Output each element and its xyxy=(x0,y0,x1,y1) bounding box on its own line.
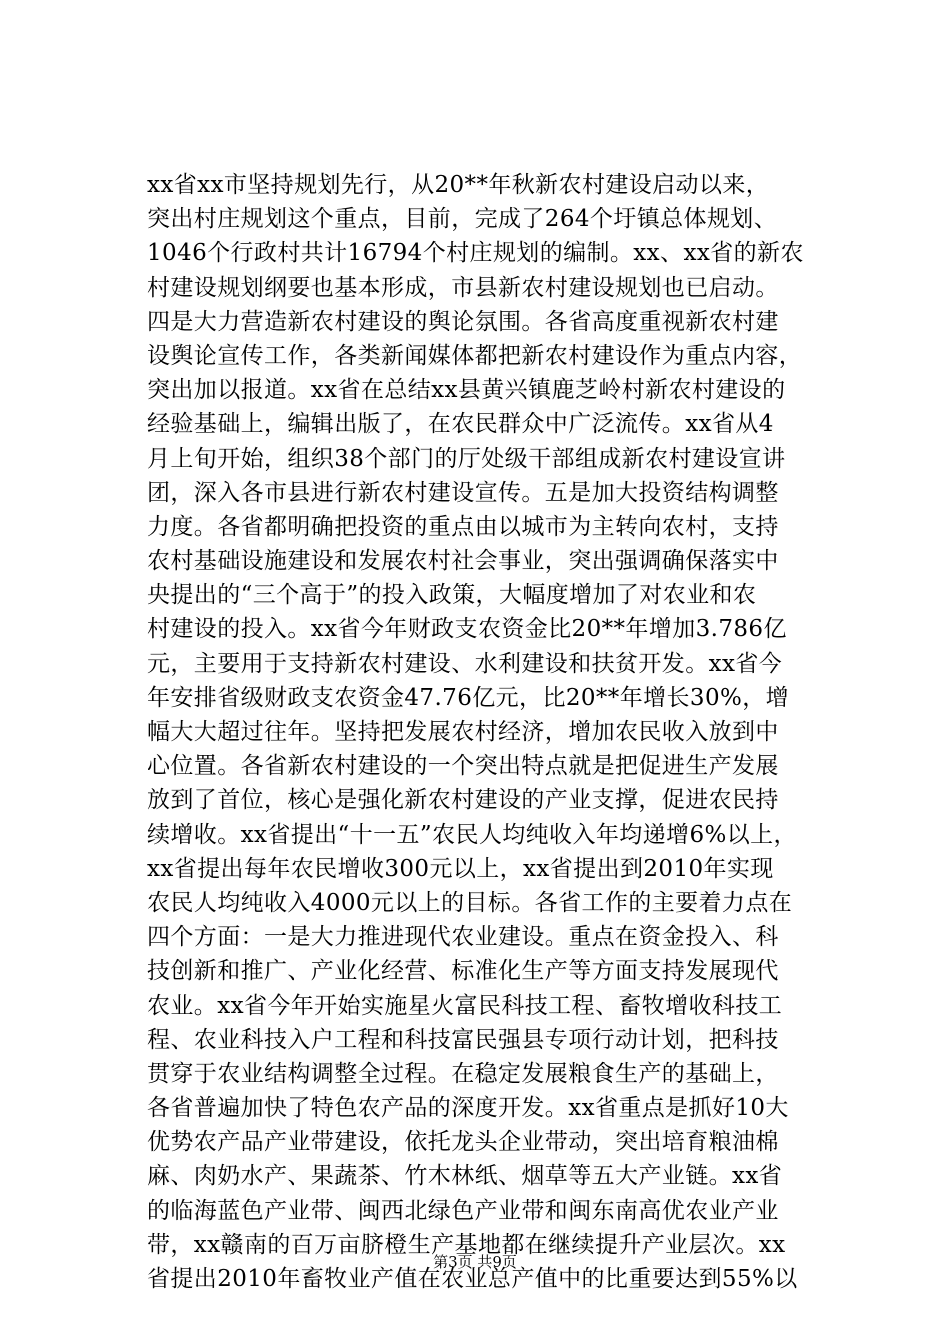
text-line: 元，主要用于支持新农村建设、水利建设和扶贫开发。xx省今 xyxy=(147,650,783,677)
text-line: 经验基础上，编辑出版了，在农民群众中广泛流传。xx省从4 xyxy=(147,411,774,438)
page-number-footer: 第3页 共9页 xyxy=(433,1253,517,1271)
text-line: 村建设规划纲要也基本形成，市县新农村建设规划也已启动。 xyxy=(147,274,779,301)
text-line: 央提出的“三个高于”的投入政策，大幅度增加了对农业和农 xyxy=(147,582,757,609)
text-line: 四是大力营造新农村建设的舆论氛围。各省高度重视新农村建 xyxy=(147,308,779,335)
text-line: 放到了首位，核心是强化新农村建设的产业支撑，促进农民持 xyxy=(147,787,779,814)
text-line: 年安排省级财政支农资金47.76亿元，比20**年增长30%，增 xyxy=(147,684,790,711)
text-line: 突出村庄规划这个重点，目前，完成了264个圩镇总体规划、 xyxy=(147,206,778,233)
text-line: 带，xx赣南的百万亩脐橙生产基地都在继续提升产业层次。xx xyxy=(147,1231,786,1258)
text-line: 月上旬开始，组织38个部门的厅处级干部组成新农村建设宣讲 xyxy=(147,445,786,472)
text-line: 程、农业科技入户工程和科技富民强县专项行动计划，把科技 xyxy=(147,1026,779,1053)
text-line: 团，深入各市县进行新农村建设宣传。五是加大投资结构调整 xyxy=(147,479,779,506)
text-line: 续增收。xx省提出“十一五”农民人均纯收入年均递增6%以上， xyxy=(147,821,797,848)
text-line: 各省普遍加快了特色农产品的深度开发。xx省重点是抓好10大 xyxy=(147,1095,789,1122)
text-line: 省提出2010年畜牧业产值在农业总产值中的比重要达到55%以 xyxy=(147,1266,798,1292)
text-line: 技创新和推广、产业化经营、标准化生产等方面支持发展现代 xyxy=(147,958,779,985)
text-line: 贯穿于农业结构调整全过程。在稳定发展粮食生产的基础上， xyxy=(147,1060,779,1087)
text-line: 力度。各省都明确把投资的重点由以城市为主转向农村，支持 xyxy=(147,513,779,540)
text-line: 的临海蓝色产业带、闽西北绿色产业带和闽东南高优农业产业 xyxy=(147,1197,779,1224)
body-text xyxy=(147,168,837,1296)
text-line: 设舆论宣传工作，各类新闻媒体都把新农村建设作为重点内容， xyxy=(147,342,803,369)
text-line: 幅大大超过往年。坚持把发展农村经济，增加农民收入放到中 xyxy=(147,719,779,745)
text-line: 农村基础设施建设和发展农村社会事业，突出强调确保落实中 xyxy=(147,548,779,575)
text-line: 农民人均纯收入4000元以上的目标。各省工作的主要着力点在 xyxy=(147,889,793,916)
text-line: xx省xx市坚持规划先行，从20**年秋新农村建设启动以来， xyxy=(147,172,770,198)
text-line: 村建设的投入。xx省今年财政支农资金比20**年增加3.786亿 xyxy=(147,616,787,643)
text-line: 麻、肉奶水产、果蔬茶、竹木林纸、烟草等五大产业链。xx省 xyxy=(147,1163,783,1190)
text-line: 心位置。各省新农村建设的一个突出特点就是把促进生产发展 xyxy=(147,753,779,780)
text-line: 农业。xx省今年开始实施星火富民科技工程、畜牧增收科技工 xyxy=(147,992,783,1019)
text-line: xx省提出每年农民增收300元以上，xx省提出到2010年实现 xyxy=(147,855,774,882)
text-line: 优势农产品产业带建设，依托龙头企业带动，突出培育粮油棉 xyxy=(147,1129,779,1156)
text-line: 四个方面：一是大力推进现代农业建设。重点在资金投入、科 xyxy=(147,924,779,951)
text-line: 突出加以报道。xx省在总结xx县黄兴镇鹿芝岭村新农村建设的 xyxy=(147,377,786,404)
text-line: 1046个行政村共计16794个村庄规划的编制。xx、xx省的新农 xyxy=(147,240,804,267)
